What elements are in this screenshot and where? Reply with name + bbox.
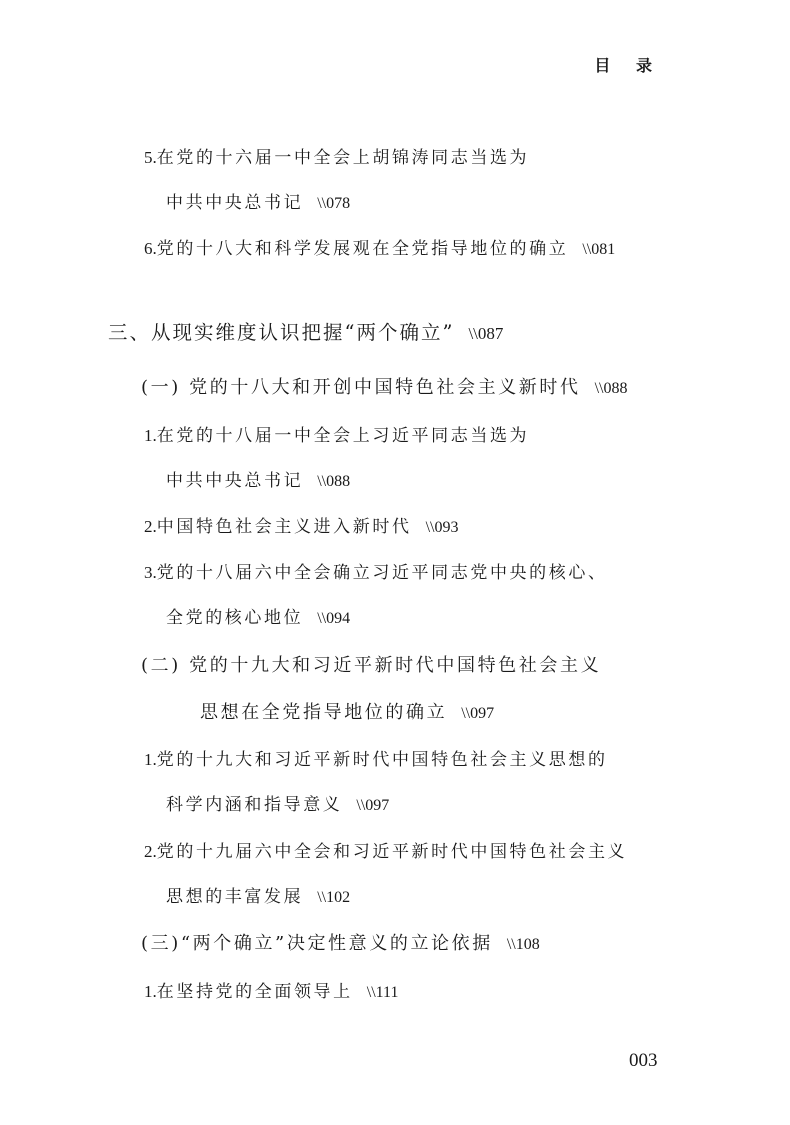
toc-part-heading bbox=[108, 322, 503, 345]
entry-page: \\102 bbox=[317, 889, 351, 906]
entry-title: 党的十九大和习近平新时代中国特色社会主义思想的 bbox=[156, 750, 608, 770]
entry-title: 中国特色社会主义进入新时代 bbox=[156, 517, 412, 537]
entry-number: 1. bbox=[144, 426, 157, 445]
entry-page: \\108 bbox=[506, 936, 540, 953]
entry-title: 思想在全党指导地位的确立 bbox=[200, 702, 448, 723]
entry-title: 党的十九届六中全会和习近平新时代中国特色社会主义 bbox=[156, 842, 628, 862]
entry-number: 5. bbox=[144, 148, 157, 167]
toc-entry bbox=[166, 794, 389, 817]
toc-section-heading bbox=[141, 377, 627, 400]
entry-page: \\093 bbox=[425, 519, 459, 536]
toc-entry bbox=[144, 147, 529, 169]
toc-entry bbox=[166, 886, 350, 909]
entry-page: \\111 bbox=[366, 984, 399, 1001]
entry-title: 党的十八大和科学发展观在全党指导地位的确立 bbox=[156, 239, 569, 259]
entry-title: (二) 党的十九大和习近平新时代中国特色社会主义 bbox=[141, 655, 602, 676]
toc-entry bbox=[144, 981, 398, 1004]
toc-entry bbox=[144, 238, 615, 261]
entry-title: 科学内涵和指导意义 bbox=[166, 795, 343, 815]
entry-title: 在党的十六届一中全会上胡锦涛同志当选为 bbox=[156, 148, 530, 168]
entry-page: \\097 bbox=[356, 797, 390, 814]
toc-entry bbox=[166, 192, 350, 215]
entry-number: 6. bbox=[144, 239, 157, 258]
entry-number: 2. bbox=[144, 842, 157, 861]
entry-number: 3. bbox=[144, 563, 157, 582]
entry-title: 党的十八届六中全会确立习近平同志党中央的核心、 bbox=[156, 563, 608, 583]
toc-entry bbox=[144, 516, 458, 539]
entry-title: 全党的核心地位 bbox=[166, 608, 304, 628]
entry-page: \\088 bbox=[594, 380, 628, 397]
toc-entry bbox=[144, 841, 627, 863]
running-header: 目 录 bbox=[594, 56, 662, 75]
entry-title: 中共中央总书记 bbox=[166, 193, 304, 213]
toc-section-heading bbox=[141, 655, 601, 677]
toc-entry bbox=[166, 607, 350, 630]
entry-number: 1. bbox=[144, 750, 157, 769]
entry-title: (一) 党的十八大和开创中国特色社会主义新时代 bbox=[141, 377, 581, 398]
entry-title: 在党的十八届一中全会上习近平同志当选为 bbox=[156, 426, 530, 446]
entry-title: (三)“两个确立”决定性意义的立论依据 bbox=[141, 933, 493, 954]
entry-title: 思想的丰富发展 bbox=[166, 887, 304, 907]
entry-page: \\088 bbox=[317, 473, 351, 490]
entry-page: \\097 bbox=[461, 705, 495, 722]
entry-number: 1. bbox=[144, 982, 157, 1001]
toc-entry bbox=[166, 470, 350, 493]
page-number: 003 bbox=[629, 1050, 658, 1071]
entry-page: \\094 bbox=[317, 610, 351, 627]
entry-page: \\081 bbox=[582, 241, 616, 258]
entry-title: 在坚持党的全面领导上 bbox=[156, 982, 353, 1002]
entry-title: 三、从现实维度认识把握“两个确立” bbox=[108, 321, 455, 344]
toc-entry bbox=[144, 425, 529, 447]
toc-entry bbox=[144, 562, 608, 584]
entry-page: \\087 bbox=[468, 324, 504, 343]
entry-number: 2. bbox=[144, 517, 157, 536]
toc-entry bbox=[144, 749, 608, 771]
toc-section-heading bbox=[200, 702, 494, 725]
entry-page: \\078 bbox=[317, 195, 351, 212]
entry-title: 中共中央总书记 bbox=[166, 471, 304, 491]
toc-section-heading bbox=[141, 933, 540, 956]
